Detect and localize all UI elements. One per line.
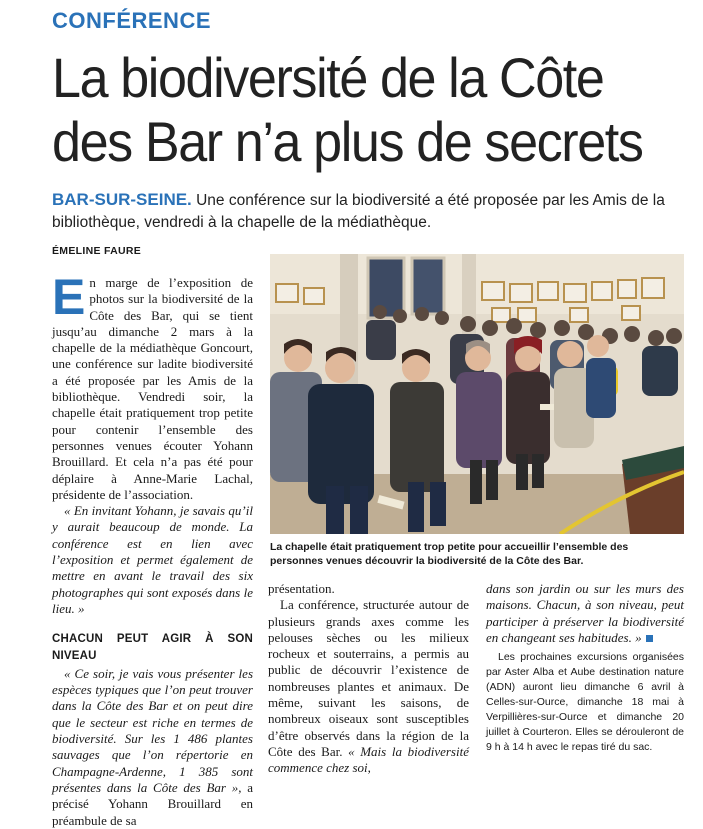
kicker: CONFÉRENCE (52, 8, 212, 33)
paragraph-excursions: Les prochaines excursions organisées par Aster Alba et Aube destination nature (ADN) auront lieu dimanche 6 avril à Celles-sur-Ource, dimanche 18 mai à Verpillières-sur-Ource et dimanche 20 juillet à Courteron. Elles se dérouleront de 9 h à 14 h avec le repas tiré du sac. (486, 651, 684, 754)
quote-text: « En invitant Yohann, je savais qu’il y aurait beaucoup de monde. La conférence est en lien avec l’exposition et permet également de mettre en avant le travail des six photographes qui sont exposés dans le lieu. » (52, 503, 253, 616)
photo (270, 254, 684, 534)
paragraph-speech (52, 666, 253, 829)
paragraph-conference (268, 597, 469, 776)
speech-attribution: , a précisé Yohann Brouillard en préambule de sa (52, 779, 253, 828)
conference-quote: « Mais la biodiversité commence chez soi, (268, 743, 469, 776)
paragraph-quote-end (486, 581, 684, 646)
end-square-icon (646, 635, 653, 642)
article-column-2 (268, 581, 469, 777)
quote-paragraph (52, 503, 253, 617)
article-column-1 (52, 269, 253, 829)
chapo-location: BAR-SUR-SEINE. (52, 190, 192, 209)
photo-caption: La chapelle était pratiquement trop petite pour accueillir l’ensemble des personnes venues découvrir la biodiversité de la Côte des Bar. (270, 541, 629, 567)
quote-end-text: dans son jardin ou sur les murs des maisons. Chacun, à son niveau, peut participer à préserver la biodiversité en changeant ses habitudes. » (486, 581, 684, 645)
conference-text: La conférence, structurée autour de plusieurs grands axes comme les pelouses sèches ou les milieux rocheux et souterrains, a permis au public de découvrir l’existence de nombreuses plantes et animaux. De même, suivant les saisons, de nombreux oiseaux sont susceptibles d’être observés dans la région de la Côte des Bar. (268, 597, 469, 759)
intro-text: n marge de l’exposition de photos sur la biodiversité de la Côte des Bar, qui se tient jusqu’au dimanche 2 mars à la chapelle de la médiathèque Goncourt, une conférence sur ladite biodiversité a été proposée par les Amis de la bibliothèque. Vendredi soir, la chapelle était pratiquement trop petite pour contenir l’ensemble des personnes venues écouter Yohann Brouillard. Et cela n’a pas été pour déplaire à Anne-Marie Lachal, présidente de l’association. (52, 275, 253, 502)
chapo (52, 189, 692, 234)
byline: ÉMELINE FAURE (52, 245, 142, 257)
dropcap: E (52, 269, 86, 325)
audience-photo-illustration (270, 254, 684, 534)
article-column-3 (486, 581, 684, 755)
paragraph-intro (52, 269, 253, 503)
headline: La biodiversité de la Côte des Bar n’a plus de secrets (52, 46, 643, 173)
subheading: CHACUN PEUT AGIR À SON NIVEAU (52, 633, 253, 662)
chapo-text: Une conférence sur la biodiversité a été proposée par les Amis de la bibliothèque, vendredi à la chapelle de la médiathèque. (52, 192, 665, 231)
speech-quote: « Ce soir, je vais vous présenter les espèces typiques que l’on peut trouver dans la Côte des Bar et on peut dire que le secteur est riche en termes de biodiversité. Sur les 1 486 plantes sauvages que l’on répertorie en Champagne-Ardenne, 1 385 sont présentes dans la Côte des Bar » (52, 665, 253, 795)
paragraph-continuation: présentation. (268, 581, 335, 596)
